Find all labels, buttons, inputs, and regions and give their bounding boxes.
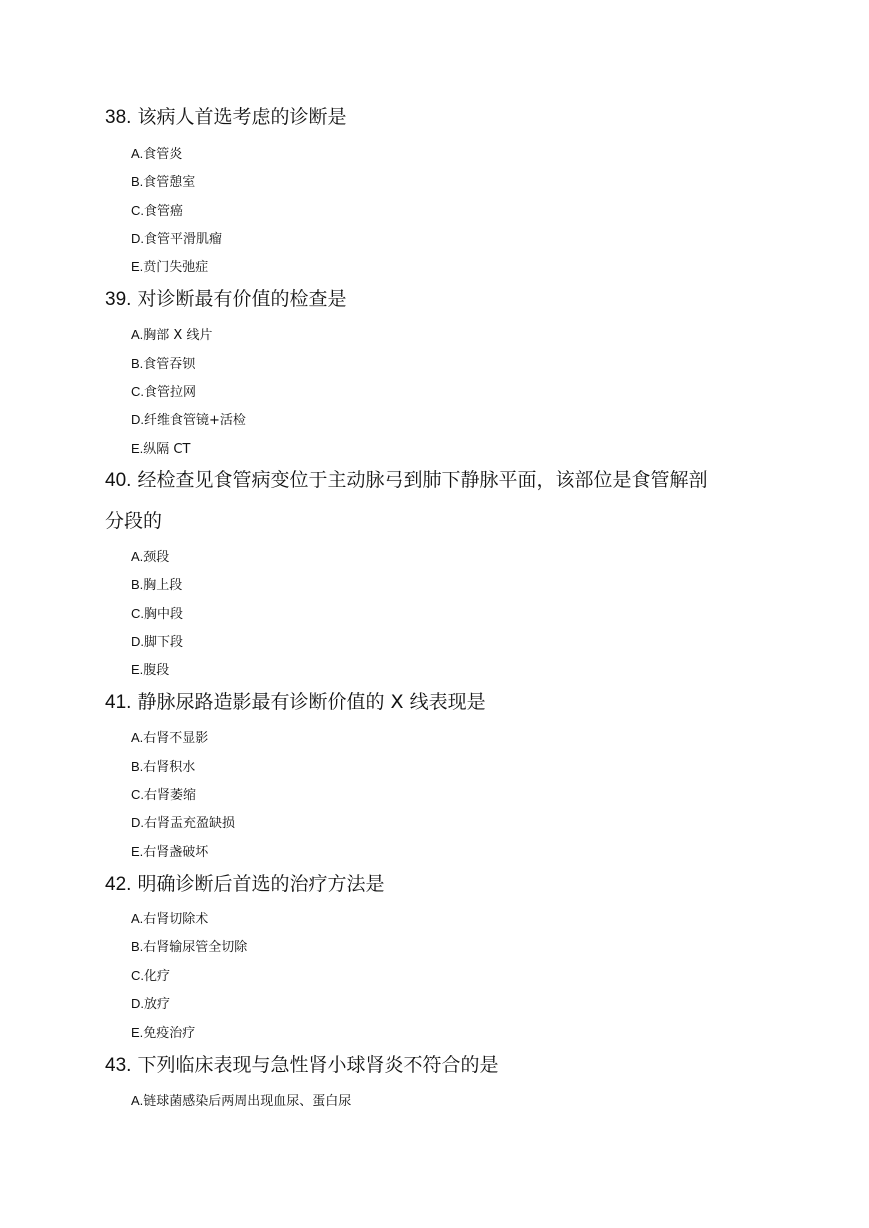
option-text: 链球菌感染后两周出现血尿、蛋白尿 (143, 1094, 352, 1109)
option-letter: B. (131, 356, 144, 371)
option-38-c (131, 203, 183, 220)
option-39-e (131, 441, 190, 458)
option-text: 胸上段 (143, 578, 183, 593)
option-39-b (131, 356, 195, 373)
question-number: 39. (105, 289, 132, 310)
option-38-e (131, 259, 208, 276)
question-text: 明确诊断后首选的治疗方法是 (137, 873, 385, 895)
option-text: 食管癌 (144, 204, 184, 219)
option-39-d (131, 412, 246, 429)
option-letter: D. (131, 634, 144, 649)
option-letter: A. (131, 327, 144, 342)
question-43 (105, 1054, 498, 1077)
question-39 (105, 288, 346, 311)
option-text: 食管憩室 (143, 175, 196, 190)
option-letter: D. (131, 996, 144, 1011)
question-41 (105, 691, 486, 714)
option-text: 食管拉网 (144, 385, 197, 400)
option-42-e (131, 1025, 195, 1042)
question-number: 38. (105, 107, 132, 128)
question-38 (105, 106, 346, 129)
question-text: 静脉尿路造影最有诊断价值的 X 线表现是 (137, 691, 486, 713)
option-letter: B. (131, 939, 144, 954)
option-text: 贲门失弛症 (143, 260, 209, 275)
option-41-a (131, 730, 208, 747)
option-text: 胸中段 (144, 607, 184, 622)
option-letter: D. (131, 815, 144, 830)
question-40 (105, 469, 707, 492)
option-text: 纤维食管镜+活检 (144, 413, 246, 428)
option-43-a (131, 1093, 351, 1110)
option-letter: A. (131, 1093, 144, 1108)
option-text: 胸部 X 线片 (143, 328, 213, 343)
option-39-a (131, 327, 212, 344)
option-41-c (131, 787, 196, 804)
option-letter: C. (131, 606, 144, 621)
question-text: 经检查见食管病变位于主动脉弓到肺下静脉平面，该部位是食管解剖 (137, 469, 708, 491)
question-40-continuation: 分段的 (105, 510, 163, 532)
option-39-c (131, 384, 196, 401)
option-40-a (131, 549, 169, 566)
option-letter: E. (131, 259, 144, 274)
question-text: 下列临床表现与急性肾小球肾炎不符合的是 (137, 1054, 499, 1076)
option-text: 右肾盏破坏 (143, 845, 209, 860)
option-42-a (131, 911, 208, 928)
option-letter: A. (131, 146, 144, 161)
option-41-b (131, 759, 195, 776)
option-38-a (131, 146, 182, 163)
option-41-d (131, 815, 235, 832)
question-number: 41. (105, 692, 132, 713)
question-number: 43. (105, 1055, 132, 1076)
option-text: 右肾切除术 (143, 912, 209, 927)
option-38-d (131, 231, 222, 248)
question-number: 40. (105, 470, 132, 491)
option-38-b (131, 174, 195, 191)
question-42 (105, 873, 384, 896)
option-text: 颈段 (143, 550, 170, 565)
option-text: 食管平滑肌瘤 (144, 232, 223, 247)
option-text: 右肾萎缩 (144, 788, 197, 803)
option-letter: D. (131, 412, 144, 427)
option-41-e (131, 844, 208, 861)
option-letter: E. (131, 662, 144, 677)
option-letter: C. (131, 787, 144, 802)
option-letter: B. (131, 577, 144, 592)
option-letter: C. (131, 203, 144, 218)
option-letter: A. (131, 549, 144, 564)
option-letter: D. (131, 231, 144, 246)
option-letter: B. (131, 174, 144, 189)
option-text: 腹段 (143, 663, 170, 678)
option-letter: A. (131, 730, 144, 745)
option-text: 食管吞钡 (143, 357, 196, 372)
option-40-c (131, 606, 183, 623)
option-text: 化疗 (144, 969, 171, 984)
option-text: 纵隔 CT (143, 442, 191, 457)
option-40-d (131, 634, 183, 651)
option-text: 食管炎 (143, 147, 183, 162)
option-42-b (131, 939, 247, 956)
option-text: 右肾盂充盈缺损 (144, 816, 236, 831)
option-letter: E. (131, 441, 144, 456)
option-text: 右肾不显影 (143, 731, 209, 746)
option-text: 右肾积水 (143, 760, 196, 775)
option-42-c (131, 968, 170, 985)
option-letter: A. (131, 911, 144, 926)
question-text: 对诊断最有价值的检查是 (137, 288, 347, 310)
option-40-e (131, 662, 169, 679)
question-number: 42. (105, 874, 132, 895)
option-text: 右肾输尿管全切除 (143, 940, 248, 955)
option-text: 脚下段 (144, 635, 184, 650)
question-text: 该病人首选考虑的诊断是 (137, 106, 347, 128)
option-letter: E. (131, 1025, 144, 1040)
option-text: 放疗 (144, 997, 171, 1012)
option-letter: C. (131, 968, 144, 983)
option-40-b (131, 577, 182, 594)
option-42-d (131, 996, 170, 1013)
option-letter: C. (131, 384, 144, 399)
option-text: 免疫治疗 (143, 1026, 196, 1041)
option-letter: E. (131, 844, 144, 859)
option-letter: B. (131, 759, 144, 774)
